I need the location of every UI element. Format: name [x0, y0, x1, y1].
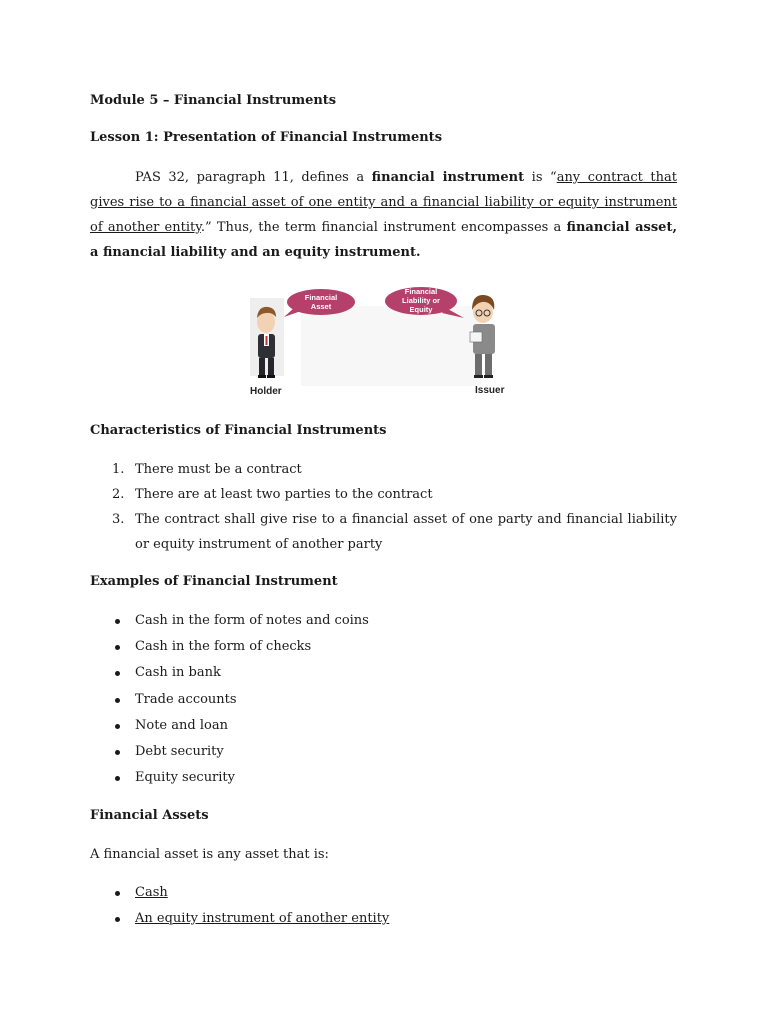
holder-label: Holder	[250, 386, 282, 397]
bubble-right-line-2: Liability or	[402, 296, 440, 305]
financial-assets-title: Financial Assets	[90, 808, 209, 823]
list-item	[90, 765, 677, 791]
list-number: 2.	[112, 487, 125, 502]
list-item	[90, 660, 677, 686]
list-item-text: Cash in the form of checks	[135, 639, 312, 655]
list-item	[90, 906, 677, 932]
bubble-right-line-1: Financial	[404, 287, 438, 296]
issuer-label: Issuer	[475, 385, 505, 396]
list-item-text: Cash in bank	[135, 665, 221, 681]
list-item-text: There must be a contract	[135, 462, 302, 477]
list-item-text: The contract shall give rise to a financial asset of one party and financial liability or equity instrument of another party	[135, 512, 677, 552]
bullet-icon	[115, 776, 120, 781]
list-item	[90, 457, 677, 482]
bullet-icon	[115, 724, 120, 729]
holder-figure	[250, 298, 284, 378]
list-item-text: Debt security	[135, 743, 224, 759]
list-item	[90, 713, 677, 739]
list-item-text: Cash in the form of notes and coins	[135, 613, 369, 628]
bullet-icon	[115, 671, 120, 676]
list-item-text: Trade accounts	[135, 691, 237, 707]
bubble-right-line-3: Equity	[409, 305, 433, 314]
list-item-text: Cash	[135, 885, 168, 900]
intro-text-3: .” Thus, the term financial instrument encompasses a	[200, 220, 567, 235]
list-item-text: An equity instrument of another entity	[135, 911, 390, 927]
bubble-left-line-2: Asset	[310, 302, 332, 311]
list-number: 1.	[112, 462, 125, 477]
bullet-icon	[115, 917, 120, 922]
list-item	[90, 739, 677, 765]
financial-assets-list	[90, 880, 677, 932]
financial-assets-intro: A financial asset is any asset that is:	[90, 847, 329, 862]
intro-text-1: PAS 32, paragraph 11, defines a	[135, 170, 372, 185]
intro-emphasis: financial asset, a financial liability and an equity instrument	[90, 220, 677, 260]
list-number: 3.	[112, 512, 125, 527]
characteristics-title: Characteristics of Financial Instruments	[90, 423, 387, 438]
intro-text-4: .	[415, 245, 421, 260]
intro-paragraph	[90, 165, 677, 265]
bullet-icon	[115, 645, 120, 650]
list-item	[90, 634, 677, 660]
list-item	[90, 507, 677, 557]
list-item	[90, 687, 677, 713]
bullet-icon	[115, 619, 120, 624]
module-title: Module 5 – Financial Instruments	[90, 93, 337, 108]
intro-definition: any contract that gives rise to a financial asset of one entity and a financial liability or equity instrument of another entity	[90, 170, 677, 235]
intro-text-2: is “	[524, 170, 557, 185]
intro-term: financial instrument	[371, 170, 525, 185]
list-item	[90, 880, 677, 906]
list-item-text: Equity security	[135, 770, 236, 786]
list-item-text: There are at least two parties to the contract	[135, 487, 433, 502]
list-item	[90, 608, 677, 634]
bullet-icon	[115, 750, 120, 755]
bullet-icon	[115, 891, 120, 896]
bubble-left-line-1: Financial	[304, 293, 338, 302]
list-item	[90, 482, 677, 507]
holder-issuer-illustration	[246, 286, 516, 398]
list-item-text: Note and loan	[135, 717, 228, 733]
characteristics-list	[90, 457, 677, 557]
bullet-icon	[115, 698, 120, 703]
figure-background	[301, 306, 481, 386]
lesson-title: Lesson 1: Presentation of Financial Instruments	[90, 130, 443, 145]
examples-list	[90, 608, 677, 791]
examples-title: Examples of Financial Instrument	[90, 574, 338, 589]
